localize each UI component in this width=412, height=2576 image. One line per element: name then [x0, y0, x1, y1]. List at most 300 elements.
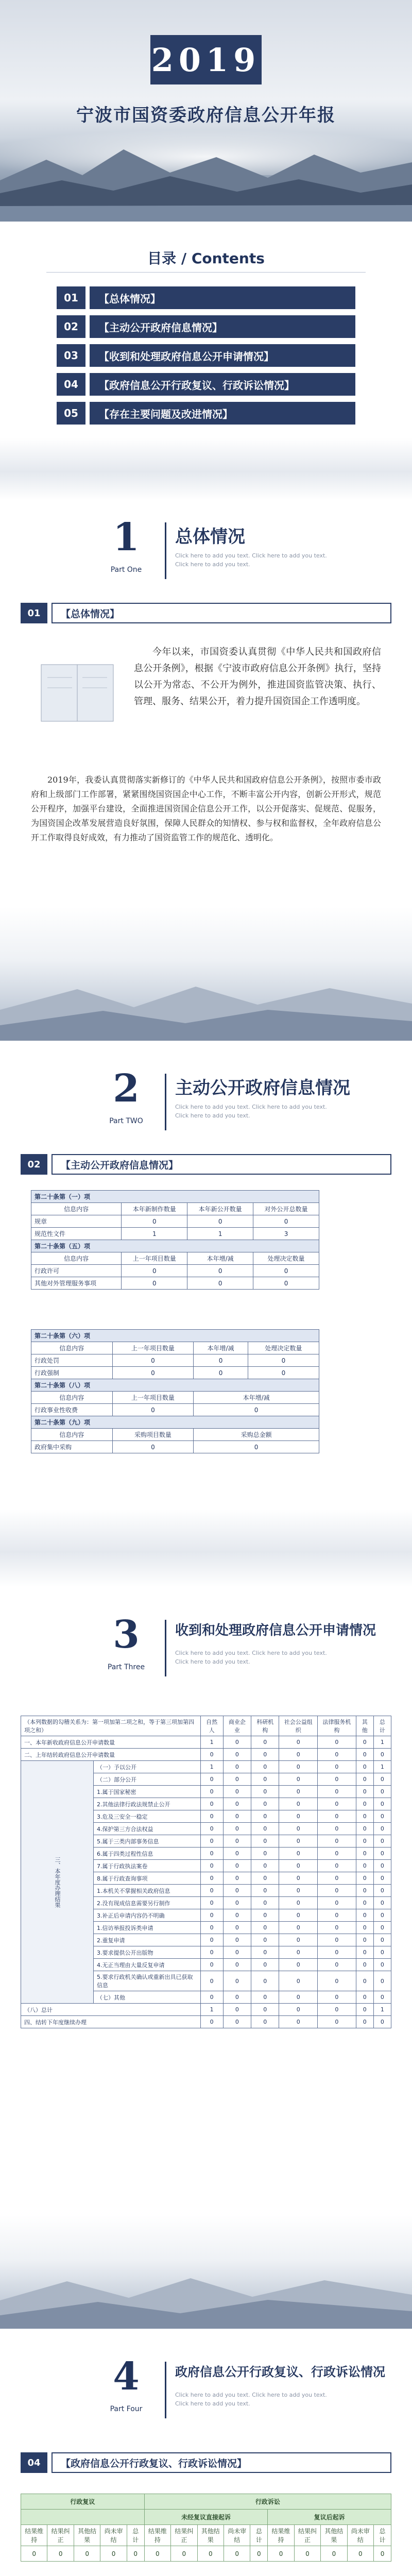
table-cell: 0	[279, 1885, 318, 1897]
table-header-cell: 结果纠正	[47, 2525, 74, 2546]
table-cell: 0	[223, 2016, 251, 2028]
section-divider	[165, 1074, 166, 1130]
table-cell: 0	[223, 1786, 251, 1798]
table-cell: 0	[356, 1761, 373, 1773]
table-row-label: 2.重复申请	[94, 1934, 201, 1946]
table-header-cell: 自然人	[200, 1716, 223, 1736]
toc-item-label: 【收到和处理政府信息公开申请情况】	[90, 344, 355, 367]
table-cell: 0	[356, 1922, 373, 1934]
table-cell: 0	[356, 1934, 373, 1946]
table-header-cell: 商业企业	[223, 1716, 251, 1736]
table-cell: 0	[223, 1922, 251, 1934]
table-cell: 0	[318, 1810, 356, 1823]
table-cell: 0	[373, 1860, 391, 1872]
table-cell: 0	[373, 1959, 391, 1971]
table-row	[21, 2004, 391, 2016]
table-group-header: 第二十条第（八）项	[31, 1379, 319, 1392]
table-cell: 0	[200, 1786, 223, 1798]
table-group-header: 第二十条第（六）项	[31, 1330, 319, 1342]
table-cell: 0	[356, 1786, 373, 1798]
table-cell: 0	[356, 1971, 373, 1991]
table-subgroup-header	[21, 2510, 145, 2525]
table-cell: 0	[356, 1860, 373, 1872]
part-one-paragraph-1: 今年以来，市国资委认真贯彻《中华人民共和国政府信息公开条例》，根据《宁波市政府信息公开条例》执行，坚持以公开为常态、不公开为例外，推进国资监管决策、执行、管理、服务、结果公开，着力提升国资国企工作透明度。	[134, 647, 381, 707]
table-cell: 0	[223, 1848, 251, 1860]
table-cell: 0	[251, 1971, 279, 1991]
table-cell: 0	[294, 2546, 320, 2562]
toc-item-number: 05	[57, 402, 85, 425]
table-header-cell: 总计	[373, 1716, 391, 1736]
table-cell: 0	[318, 1773, 356, 1786]
table-subgroup-header: 复议后起诉	[268, 2510, 391, 2525]
section-number: 2	[113, 1066, 140, 1111]
table-cell: 行政事业性收费	[31, 1404, 113, 1416]
table-cell: 0	[251, 1736, 279, 1749]
table-cell: 0	[373, 1872, 391, 1885]
table-cell: 0	[100, 2546, 127, 2562]
label-text: 【政府信息公开行政复议、行政诉讼情况】	[52, 2452, 391, 2473]
table-row-label: 4.无正当理由大量反复申请	[94, 1959, 201, 1971]
table-row-label: 3.危及三安全一稳定	[94, 1810, 201, 1823]
table-header-cell: 法律服务机构	[318, 1716, 356, 1736]
table-cell: 0	[200, 1959, 223, 1971]
toc-item-number: 04	[57, 373, 85, 396]
toc-item-5[interactable]	[57, 402, 355, 425]
table-cell: 0	[279, 1810, 318, 1823]
table-cell: 0	[251, 1897, 279, 1909]
table-cell: 0	[250, 2546, 268, 2562]
table-row-label: 2.其他法律行政法规禁止公开	[94, 1798, 201, 1810]
table-cell: 0	[356, 1810, 373, 1823]
table-cell: 0	[373, 1922, 391, 1934]
table-cell: 0	[251, 1934, 279, 1946]
table-cell: 0	[279, 1946, 318, 1959]
table-header-cell: 信息内容	[31, 1429, 113, 1441]
table-cell: 0	[223, 1798, 251, 1810]
table-cell: 0	[251, 1798, 279, 1810]
toc-rule	[46, 272, 366, 273]
table-cell: 0	[200, 1872, 223, 1885]
section-description: Click here to add you text. Click here to add you text. Click here to add you text.	[175, 552, 327, 568]
table-cell: 0	[356, 1798, 373, 1810]
table-row-label: 一、本年新收政府信息公开申请数量	[21, 1736, 201, 1749]
table-row-label: （一）予以公开	[94, 1761, 201, 1773]
table-cell: 0	[279, 1798, 318, 1810]
table-cell: 0	[356, 1823, 373, 1835]
table-cell: 0	[200, 1798, 223, 1810]
table-header-cell: 上一年项目数量	[112, 1392, 194, 1404]
part-one-paragraph-2: 2019年，我委认真贯彻落实新修订的《中华人民共和国政府信息公开条例》，按照市委市政府和上级部门工作部署，紧紧围绕国资国企中心工作，不断丰富公开内容，创新公开形式，规范公开程序，加强平台建设，全面推进国资国企信息公开工作，以公开促落实、促规范、促服务，为国资国企改革发展营造良好氛围，保障人民群众的知情权、参与权和监督权，全年政府信息公开工作取得良好成效，有力推动了国资监管工作的规范化、透明化。	[31, 775, 381, 842]
table-cell: 0	[251, 1885, 279, 1897]
table-row	[31, 1215, 319, 1228]
table-cell: 0	[356, 1773, 373, 1786]
table-cell: 0	[356, 1872, 373, 1885]
table-cell: 政府集中采购	[31, 1441, 113, 1453]
table-header-cell: 处理决定数量	[248, 1342, 319, 1354]
section-divider	[165, 522, 166, 579]
table-cell: 0	[279, 1991, 318, 2004]
table-cell: 0	[112, 1367, 194, 1379]
table-cell: 0	[251, 1786, 279, 1798]
table-cell: 0	[318, 1835, 356, 1848]
table-cell: 0	[187, 1277, 253, 1290]
table-cell: 0	[318, 1749, 356, 1761]
table-cell: 1	[200, 1761, 223, 1773]
table-cell: 0	[356, 1897, 373, 1909]
landscape-decoration-1	[0, 907, 412, 1041]
table-cell: 0	[356, 1991, 373, 2004]
table-cell: 0	[373, 1897, 391, 1909]
table-cell: 0	[251, 1991, 279, 2004]
toc-item-label: 【政府信息公开行政复议、行政诉讼情况】	[90, 373, 355, 396]
table-row-label: 6.属于四类过程性信息	[94, 1848, 201, 1860]
table-cell: 0	[318, 1848, 356, 1860]
table-cell: 其他对外管理服务事项	[31, 1277, 122, 1290]
table-cell: 0	[279, 1897, 318, 1909]
report-year: 2019	[150, 35, 262, 84]
table-cell: 0	[279, 1934, 318, 1946]
table-header-cell: 结果纠正	[171, 2525, 197, 2546]
table-cell: 0	[21, 2546, 47, 2562]
table-cell: 0	[251, 1773, 279, 1786]
table-cell: 0	[112, 1441, 194, 1453]
label-text: 【总体情况】	[52, 603, 391, 623]
table-header-cell: 上一年项目数量	[112, 1342, 194, 1354]
table-cell: 0	[279, 1922, 318, 1934]
table-row-label: 1.属于国家秘密	[94, 1786, 201, 1798]
table-cell: 0	[279, 1736, 318, 1749]
table-header-cell: 本年新制作数量	[122, 1203, 187, 1215]
table-cell: 1	[373, 1761, 391, 1773]
mountain-illustration	[0, 2272, 412, 2329]
section-part-label: Part Four	[110, 2405, 143, 2413]
table-cell: 0	[318, 1736, 356, 1749]
table-cell: 0	[251, 1749, 279, 1761]
proactive-disclosure-table-1	[31, 1190, 319, 1290]
part-two-header	[0, 1056, 412, 1149]
section-description: Click here to add you text. Click here to add you text. Click here to add you text.	[175, 1104, 327, 1119]
table-cell: 0	[223, 1761, 251, 1773]
table-header-cell: 上一年项目数量	[122, 1252, 187, 1265]
table-row-label: 5.要求行政机关确认或重新出具已获取信息	[94, 1971, 201, 1991]
table-cell: 0	[373, 2016, 391, 2028]
table-row-label: 3.补正后申请内容仍不明确	[94, 1909, 201, 1922]
decorative-band	[0, 438, 412, 500]
table-cell: 0	[373, 1946, 391, 1959]
table-row-label: （七）其他	[94, 1991, 201, 2004]
table-cell: 0	[373, 1909, 391, 1922]
table-cell: 1	[373, 2004, 391, 2016]
table-cell: 0	[356, 1835, 373, 1848]
table-cell: 0	[122, 1215, 187, 1228]
table-cell: 0	[251, 1922, 279, 1934]
table-cell: 0	[347, 2546, 373, 2562]
table-cell: 0	[187, 1215, 253, 1228]
table-cell: 0	[200, 1946, 223, 1959]
table-cell: 0	[224, 2546, 250, 2562]
table-group-header: 第二十条第（一）项	[31, 1191, 319, 1203]
table-header-cell: 对外公开总数量	[253, 1203, 319, 1215]
table-cell: 0	[122, 1277, 187, 1290]
table-cell: 行政许可	[31, 1265, 122, 1277]
table-cell: 0	[200, 1922, 223, 1934]
toc-item-label: 【主动公开政府信息情况】	[90, 315, 355, 338]
table-cell: 0	[223, 1971, 251, 1991]
table-row	[31, 1441, 319, 1453]
table-cell: 0	[318, 1922, 356, 1934]
table-row	[21, 1749, 391, 1761]
table-group-header: 第二十条第（五）项	[31, 1240, 319, 1252]
table-cell: 0	[356, 1749, 373, 1761]
toc-item-1[interactable]	[57, 286, 355, 309]
table-cell: 0	[200, 1823, 223, 1835]
table-cell: 0	[223, 1810, 251, 1823]
table-cell: 0	[279, 1959, 318, 1971]
landscape-decoration-2	[0, 2215, 412, 2329]
label-number: 01	[21, 603, 47, 623]
table-row-label: 4.保护第三方合法权益	[94, 1823, 201, 1835]
table-subgroup-header: 未经复议直接起诉	[144, 2510, 268, 2525]
toc-item-4[interactable]	[57, 373, 355, 396]
table-cell: 0	[251, 1909, 279, 1922]
label-number: 04	[21, 2452, 47, 2473]
table-cell: 0	[194, 1354, 248, 1367]
table-cell: 0	[373, 1823, 391, 1835]
table-header-cell: 本年增/减	[194, 1392, 319, 1404]
table-cell: 0	[318, 1971, 356, 1991]
table-cell: 0	[318, 1934, 356, 1946]
table-group-header: 第二十条第（九）项	[31, 1416, 319, 1429]
label-number: 02	[21, 1154, 47, 1175]
table-cell: 0	[200, 1971, 223, 1991]
table-row	[21, 1761, 391, 1773]
table-cell: 0	[318, 1872, 356, 1885]
table-cell: 0	[251, 1872, 279, 1885]
table-cell: 0	[122, 1265, 187, 1277]
table-cell: 3	[253, 1228, 319, 1240]
table-cell: 0	[318, 1761, 356, 1773]
table-cell: 0	[356, 1909, 373, 1922]
table-header-cell: 科研机构	[251, 1716, 279, 1736]
table-cell: 0	[279, 1971, 318, 1991]
table-cell: 0	[318, 1946, 356, 1959]
table-header-cell: 总计	[250, 2525, 268, 2546]
table-cell: 0	[321, 2546, 347, 2562]
table-cell: 0	[279, 1909, 318, 1922]
table-cell: 0	[251, 1761, 279, 1773]
table-cell: 0	[318, 1823, 356, 1835]
table-cell: 0	[318, 1798, 356, 1810]
table-cell: 0	[200, 1810, 223, 1823]
part-two-label	[21, 1154, 391, 1175]
table-header-cell: 总计	[374, 2525, 391, 2546]
table-cell: 0	[74, 2546, 100, 2562]
table-header-cell: 总计	[127, 2525, 144, 2546]
table-row-label: （八）总计	[21, 2004, 201, 2016]
table-cell: 0	[251, 2004, 279, 2016]
toc-item-label: 【存在主要问题及改进情况】	[90, 402, 355, 425]
table-cell: 0	[279, 1835, 318, 1848]
table-header-cell: 信息内容	[31, 1342, 113, 1354]
table-cell: 0	[223, 1897, 251, 1909]
table-cell: 0	[47, 2546, 74, 2562]
table-row	[31, 1404, 319, 1416]
table-cell: 0	[223, 1991, 251, 2004]
table-cell: 0	[200, 1885, 223, 1897]
toc-item-number: 03	[57, 344, 85, 367]
part-one-header	[0, 505, 412, 598]
table-cell: 0	[223, 1749, 251, 1761]
table-cell: 0	[318, 2016, 356, 2028]
table-row	[31, 1354, 319, 1367]
table-row	[31, 1367, 319, 1379]
table-row-label: 2.没有现成信息需要另行制作	[94, 1897, 201, 1909]
table-header-cell: 本年新公开数量	[187, 1203, 253, 1215]
table-cell: 0	[356, 1946, 373, 1959]
section-title: 主动公开政府信息情况	[175, 1078, 350, 1098]
table-row-label: 8.属于行政查询事项	[94, 1872, 201, 1885]
table-cell: 0	[200, 1934, 223, 1946]
table-header-cell: 信息内容	[31, 1203, 122, 1215]
table-header-cell: 结果维持	[268, 2525, 294, 2546]
table-header-cell: 信息内容	[31, 1252, 122, 1265]
table-cell: 0	[223, 1860, 251, 1872]
table-header-cell: 采购项目数量	[112, 1429, 194, 1441]
table-cell: 行政强制	[31, 1367, 113, 1379]
decorative-band	[0, 1510, 412, 1587]
table-row	[21, 2016, 391, 2028]
table-cell: 0	[251, 2016, 279, 2028]
section-divider	[165, 1620, 166, 1676]
table-row-label: 二、上年结转政府信息公开申请数量	[21, 1749, 201, 1761]
table-cell: 1	[187, 1228, 253, 1240]
table-cell: 0	[200, 1909, 223, 1922]
section-part-label: Part Three	[107, 1663, 145, 1671]
table-cell: 0	[253, 1215, 319, 1228]
table-cell: 0	[373, 1835, 391, 1848]
proactive-disclosure-table-2	[31, 1329, 319, 1453]
toc-item-3[interactable]	[57, 344, 355, 367]
table-cell: 0	[144, 2546, 170, 2562]
table-cell: 0	[223, 1773, 251, 1786]
table-cell: 0	[373, 1885, 391, 1897]
table-cell: 0	[194, 1441, 319, 1453]
table-header-cell: 其他结果	[321, 2525, 347, 2546]
table-header-cell: 信息内容	[31, 1392, 113, 1404]
table-cell: 0	[373, 1991, 391, 2004]
part-three-header	[0, 1602, 412, 1695]
table-cell: 0	[223, 1823, 251, 1835]
table-cell: 0	[318, 1959, 356, 1971]
table-cell: 0	[279, 1872, 318, 1885]
table-row-label: 3.要求提供公开出版物	[94, 1946, 201, 1959]
table-cell: 0	[356, 1959, 373, 1971]
table-cell: 0	[200, 1991, 223, 2004]
part-one-label	[21, 603, 391, 623]
table-header-cell: 尚未审结	[224, 2525, 250, 2546]
section-title: 收到和处理政府信息公开申请情况	[175, 1623, 376, 1638]
table-cell: 0	[356, 2004, 373, 2016]
table-cell: 0	[253, 1277, 319, 1290]
table-header-cell: 采购总金额	[194, 1429, 319, 1441]
toc-item-2[interactable]	[57, 315, 355, 338]
table-row-label: （二）部分公开	[94, 1773, 201, 1786]
table-row	[21, 2546, 391, 2562]
table-cell: 0	[187, 1265, 253, 1277]
table-row-label: 1.本机关不掌握相关政府信息	[94, 1885, 201, 1897]
table-cell: 0	[279, 1786, 318, 1798]
table-cell: 0	[373, 1934, 391, 1946]
table-cell: 0	[279, 2004, 318, 2016]
table-cell: 0	[200, 1848, 223, 1860]
table-cell: 0	[251, 1835, 279, 1848]
report-title: 宁波市国资委政府信息公开年报	[76, 105, 336, 126]
table-cell: 0	[279, 1773, 318, 1786]
table-cell: 规章	[31, 1215, 122, 1228]
table-header-cell: 尚未审结	[100, 2525, 127, 2546]
table-header-cell: 处理决定数量	[253, 1252, 319, 1265]
table-cell: 0	[223, 1736, 251, 1749]
table-cell: 0	[194, 1367, 248, 1379]
table-cell: 0	[223, 1946, 251, 1959]
table-cell: 0	[223, 1835, 251, 1848]
applications-table	[21, 1716, 391, 2028]
table-cell: 0	[318, 1991, 356, 2004]
part-four-label	[21, 2452, 391, 2473]
table-header-cell: 本年增/减	[194, 1342, 248, 1354]
mountain-illustration	[0, 144, 412, 222]
table-header-cell: 其他结果	[197, 2525, 224, 2546]
table-cell: 1	[373, 1736, 391, 1749]
table-cell: 0	[251, 1810, 279, 1823]
table-cell: 0	[223, 2004, 251, 2016]
table-header-cell: 结果纠正	[294, 2525, 320, 2546]
table-header-cell: 其他结果	[74, 2525, 100, 2546]
section-number: 4	[113, 2354, 140, 2399]
table-cell: 0	[318, 1786, 356, 1798]
part-four-header	[0, 2344, 412, 2437]
table-cell: 0	[200, 1860, 223, 1872]
table-cell: 0	[197, 2546, 224, 2562]
review-litigation-table	[21, 2494, 391, 2562]
table-cell: 0	[356, 2016, 373, 2028]
table-cell: 0	[251, 1823, 279, 1835]
section-part-label: Part TWO	[109, 1117, 143, 1125]
table-header-cell: 结果维持	[21, 2525, 47, 2546]
mountain-illustration	[0, 979, 412, 1041]
table-cell: 0	[223, 1934, 251, 1946]
table-category-cell: 三、本年度办理结果	[21, 1761, 94, 2004]
table-cell: 0	[373, 1810, 391, 1823]
table-cell: 0	[318, 1860, 356, 1872]
section-number: 3	[113, 1613, 140, 1657]
table-group-header: 行政诉讼	[144, 2494, 391, 2510]
table-cell: 0	[373, 1798, 391, 1810]
table-cell: 0	[251, 1959, 279, 1971]
table-cell: 规范性文件	[31, 1228, 122, 1240]
section-number: 1	[113, 515, 140, 560]
table-cell: 0	[171, 2546, 197, 2562]
section-description: Click here to add you text. Click here to add you text. Click here to add you text.	[175, 1650, 327, 1665]
table-cell: 0	[200, 1835, 223, 1848]
table-cell: 0	[279, 2016, 318, 2028]
section-description: Click here to add you text. Click here to add you text. Click here to add you text.	[175, 2392, 327, 2407]
table-row-label: 四、结转下年度继续办理	[21, 2016, 201, 2028]
table-cell: 0	[200, 1897, 223, 1909]
table-cell: 0	[223, 1885, 251, 1897]
table-cell: 0	[248, 1367, 319, 1379]
table-cell: 0	[373, 1971, 391, 1991]
